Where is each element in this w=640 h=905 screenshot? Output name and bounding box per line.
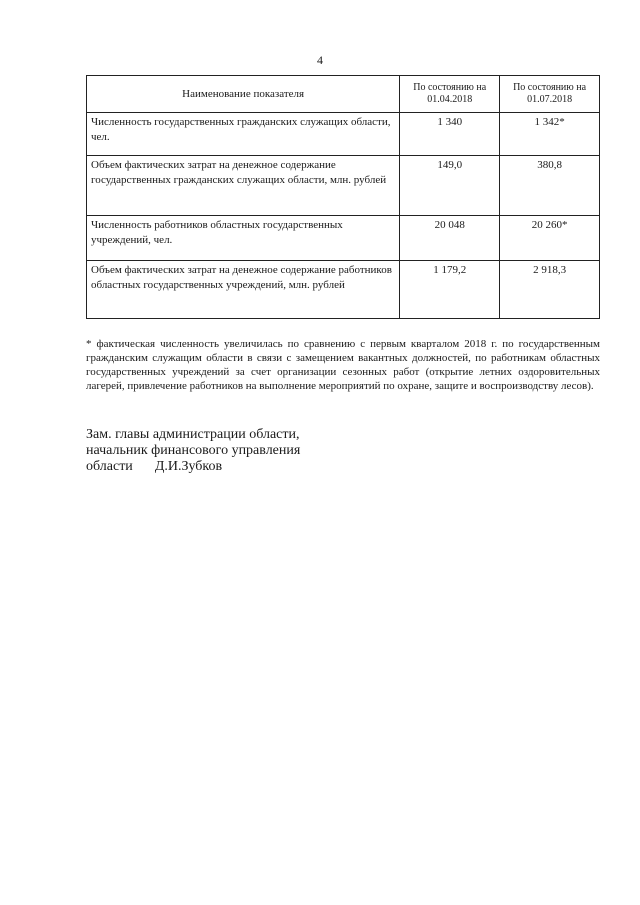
table-row bbox=[87, 156, 600, 216]
signature-position-line3 bbox=[86, 459, 300, 475]
signature-position-line2: начальник финансового управления bbox=[86, 443, 301, 458]
value-april: 1 179,2 bbox=[400, 261, 500, 319]
value-april: 1 340 bbox=[400, 113, 500, 156]
table-row bbox=[87, 216, 600, 261]
value-july: 380,8 bbox=[500, 156, 600, 216]
indicator-name: Объем фактических затрат на денежное содержание государственных гражданских служащих области, млн. рублей bbox=[87, 156, 400, 216]
indicators-table bbox=[86, 75, 600, 319]
indicator-name: Численность работников областных государственных учреждений, чел. bbox=[87, 216, 400, 261]
value-july: 1 342* bbox=[500, 113, 600, 156]
header-date-april: По состоянию на 01.04.2018 bbox=[400, 76, 500, 113]
table-header-row bbox=[87, 76, 600, 113]
header-date-july: По состоянию на 01.07.2018 bbox=[500, 76, 600, 113]
page-number: 4 bbox=[317, 53, 323, 67]
table-row bbox=[87, 261, 600, 319]
header-indicator-name: Наименование показателя bbox=[87, 76, 400, 113]
value-april: 20 048 bbox=[400, 216, 500, 261]
value-april: 149,0 bbox=[400, 156, 500, 216]
indicator-name: Объем фактических затрат на денежное содержание работников областных государственных учреждений, млн. рублей bbox=[87, 261, 400, 319]
footnote: * фактическая численность увеличилась по сравнению с первым кварталом 2018 г. по государственным гражданским служащим области в связи с замещением вакантных должностей, по работникам областных государственных учреждений за счет организации сезонных работ (открытие летних оздоровительных лагерей, привлечение работников на выполнение мероприятий по охране, защите и воспроизводству лесов). bbox=[86, 338, 600, 392]
value-july: 2 918,3 bbox=[500, 261, 600, 319]
signature-position-region: области bbox=[86, 459, 133, 474]
signatory-name: Д.И.Зубков bbox=[154, 459, 223, 474]
value-july: 20 260* bbox=[500, 216, 600, 261]
table-row bbox=[87, 113, 600, 156]
signature-block bbox=[86, 427, 300, 475]
indicator-name: Численность государственных гражданских служащих области, чел. bbox=[87, 113, 400, 156]
signature-position-line1: Зам. главы администрации области, bbox=[86, 427, 300, 442]
